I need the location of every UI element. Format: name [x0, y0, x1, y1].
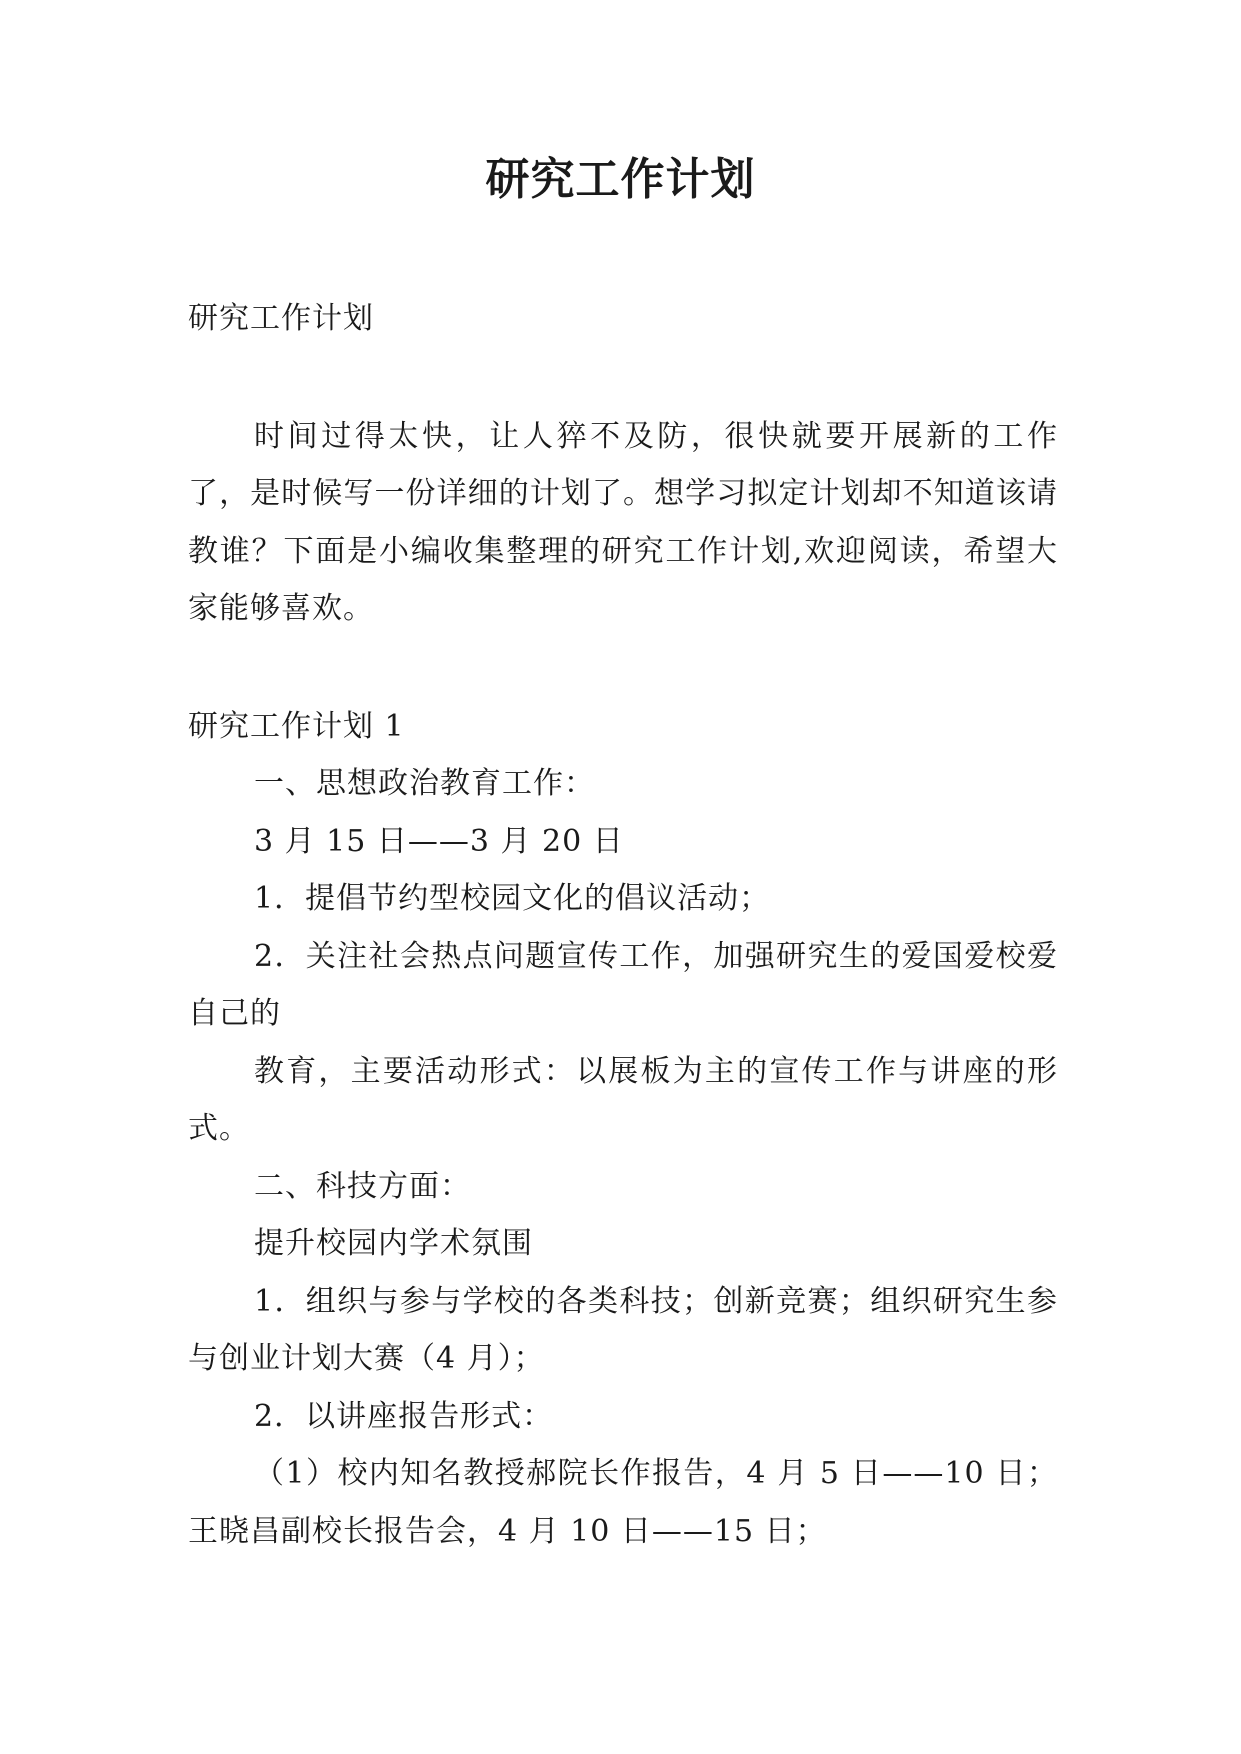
paragraph-item-2-continued: 教育，主要活动形式：以展板为主的宣传工作与讲座的形式。	[188, 1053, 1058, 1146]
document-body	[188, 290, 1058, 1560]
paragraph-academic-atmosphere: 提升校园内学术氛围	[254, 1226, 533, 1261]
paragraph-item-2: 2．关注社会热点问题宣传工作，加强研究生的爱国爱校爱自己的	[188, 938, 1058, 1031]
paragraph-political-education: 一、思想政治教育工作：	[254, 766, 595, 801]
intro-paragraph: 时间过得太快，让人猝不及防，很快就要开展新的工作了，是时候写一份详细的计划了。想学习拟定计划却不知道该请教谁？下面是小编收集整理的研究工作计划,欢迎阅读，希望大家能够喜欢。	[188, 418, 1058, 626]
paragraph-technology: 二、科技方面：	[254, 1168, 471, 1204]
paragraph-lecture-reports: （1）校内知名教授郝院长作报告，4 月 5 日——10 日；王晓昌副校长报告会，4 月 10 日——15 日；	[188, 1456, 1058, 1549]
paragraph-date-range: 3 月 15 日——3 月 20 日	[254, 823, 624, 859]
paragraph-tech-item-2: 2．以讲座报告形式：	[254, 1398, 554, 1434]
paragraph-tech-item-1: 1．组织与参与学校的各类科技；创新竞赛；组织研究生参与创业计划大赛（4 月）；	[188, 1283, 1058, 1376]
paragraph-item-1: 1．提倡节约型校园文化的倡议活动；	[254, 881, 771, 916]
section-heading: 研究工作计划 1	[188, 708, 405, 744]
document-subtitle: 研究工作计划	[188, 301, 374, 336]
page-title: 研究工作计划	[485, 154, 756, 205]
